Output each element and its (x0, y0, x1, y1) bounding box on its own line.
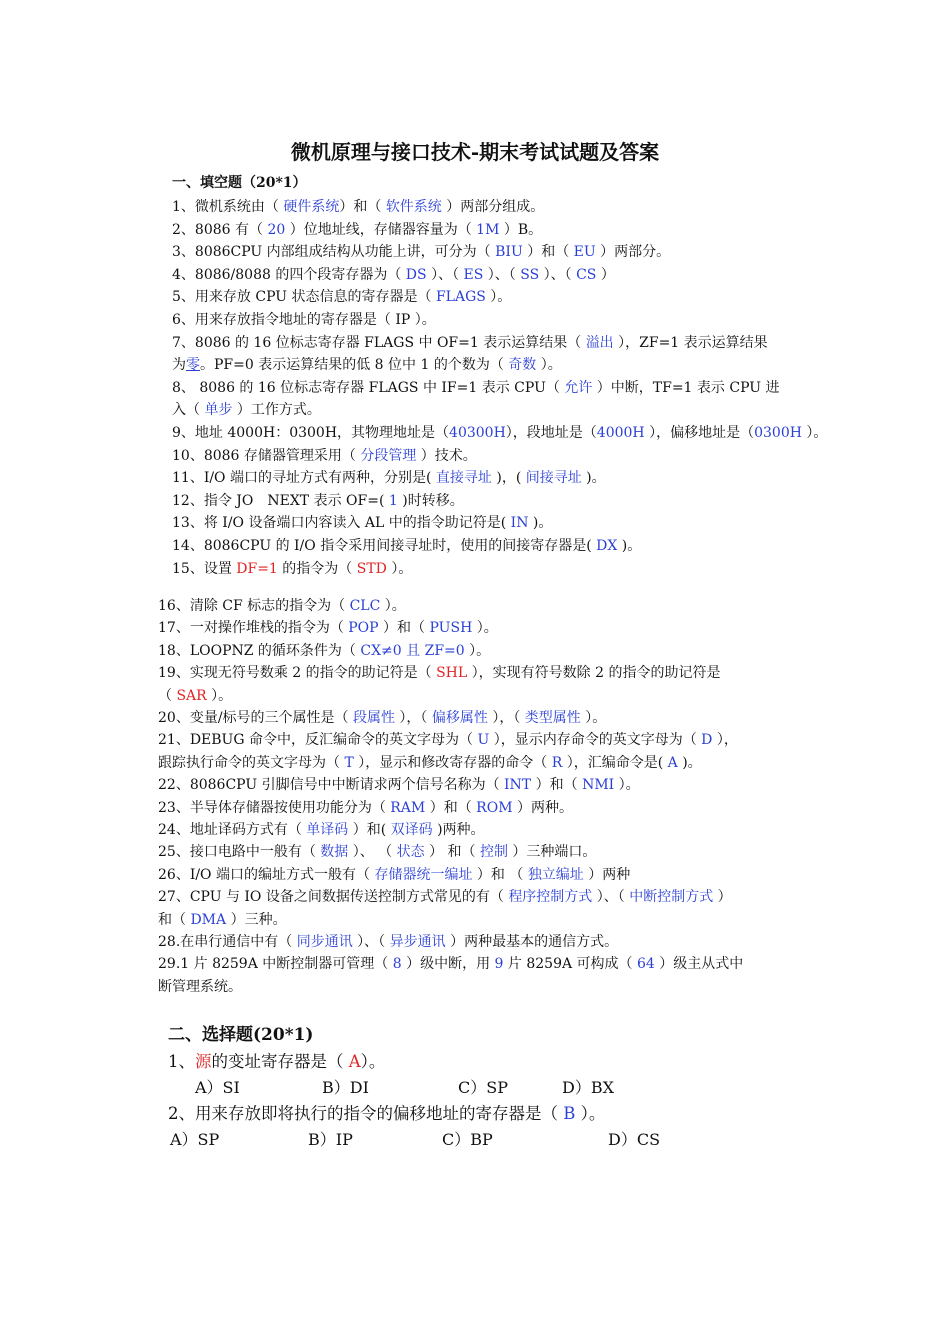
answer-text: SHL (436, 665, 468, 682)
question-line (172, 286, 782, 309)
choice-option: C）SP (458, 1078, 508, 1097)
answer-text: 20 (267, 221, 286, 238)
question-line (172, 264, 782, 287)
question-text: 5、用来存放 CPU 状态信息的寄存器是（ (172, 289, 436, 306)
question-text: 和（ (158, 911, 191, 928)
question-text: ）三种端口。 (507, 844, 597, 861)
question-text: ）级中断，用 (401, 956, 495, 973)
answer-text: ROM (476, 799, 513, 816)
answer-text: SS (520, 266, 540, 283)
answer-text: R (551, 754, 563, 771)
question-text: )时转移。 (397, 492, 464, 509)
answer-text: D (701, 732, 713, 749)
answer-text: 状态 (396, 844, 425, 861)
answer-text: 40300H (449, 425, 506, 441)
answer-text: 1 (388, 492, 398, 509)
question-line (172, 377, 782, 400)
answer-text: 独立编址 (527, 866, 584, 883)
answer-text: 偏移属性 (431, 710, 488, 726)
answer-text: 双译码 (390, 822, 433, 838)
question-text: ）。 (575, 1104, 606, 1123)
question-text: ）两种 (583, 866, 631, 883)
question-text: ）和（ (339, 199, 386, 215)
question-line (158, 931, 778, 954)
question-text: ）位地址线，存储器容量为（ (285, 221, 477, 238)
question-text: 22、8086CPU 引脚信号中中断请求两个信号名称为（ (158, 777, 505, 794)
question-text: ），显示和修改寄存器的命令（ (353, 754, 552, 771)
answer-text: 间接寻址 (525, 470, 582, 487)
question-line (158, 707, 778, 730)
question-line (158, 953, 778, 976)
question-text: ）。 (386, 560, 413, 577)
question-text: 13、将 I/O 设备端口内容读入 AL 中的指令助记符是( (172, 515, 511, 532)
question-text: 。PF=0 表示运算结果的低 8 位中 1 的个数为（ (200, 357, 509, 374)
answer-text: 源 (195, 1052, 212, 1071)
answer-text: 段属性 (352, 710, 395, 726)
question-text: ）技术。 (416, 447, 477, 464)
question-text: )。 (677, 754, 702, 771)
answer-text: CLC (349, 598, 381, 614)
question-text: ）两种最基本的通信方式。 (445, 934, 619, 950)
question-text: 2、用来存放即将执行的指令的偏移地址的寄存器是（ (168, 1104, 564, 1123)
question-text: 片 8259A 可构成（ (503, 956, 638, 973)
question-line (158, 841, 778, 864)
answer-text: 9 (494, 956, 504, 973)
question-text: ），段地址是（ (505, 425, 597, 441)
question-text: ）。 (464, 642, 491, 659)
answer-text: 零 (186, 357, 200, 374)
question-line (172, 512, 782, 535)
section-heading-multiple-choice: 二、选择题(20*1) (168, 1025, 314, 1045)
answer-text: 存储器统一编址 (374, 866, 473, 883)
answer-text: IN (510, 515, 529, 532)
question-text: ）。 (485, 289, 512, 306)
question-text: ），显示内存命令的英文字母为（ (489, 732, 702, 749)
answer-text: 控制 (479, 844, 508, 861)
question-text: 4、8086/8088 的四个段寄存器为（ (172, 266, 406, 283)
question-text: ） 和（ (424, 844, 480, 861)
question-line (172, 196, 782, 219)
question-text: ）。 (614, 777, 640, 794)
question-text: 3、8086CPU 内部组成结构从功能上讲，可分为（ (172, 244, 496, 261)
question-text: 的变址寄存器是（ (211, 1052, 349, 1071)
question-text: ） (713, 889, 732, 906)
choice-option: A）SP (170, 1130, 220, 1149)
question-text: ）、（ (426, 266, 464, 283)
question-line (158, 617, 778, 640)
answer-text: ES (463, 266, 484, 283)
question-line (158, 864, 778, 887)
answer-text: DS (405, 266, 427, 283)
question-text: 15、设置 (172, 560, 237, 577)
question-line (158, 752, 778, 775)
question-text: ）、（ (592, 889, 630, 906)
question-text: ）。 (580, 710, 607, 726)
answer-text: 同步通讯 (296, 934, 353, 950)
question-line (172, 422, 828, 445)
answer-text: DMA (190, 911, 227, 928)
question-text: 17、一对操作堆栈的指令为（ (158, 620, 349, 637)
question-text: )，( (491, 470, 526, 487)
question-line (172, 445, 782, 468)
question-line (172, 309, 782, 332)
question-text: 入（ (172, 402, 205, 419)
answer-text: 软件系统 (385, 199, 442, 215)
answer-text: DX (596, 538, 618, 554)
answer-text: 数据 (320, 844, 349, 861)
answer-text: U (477, 732, 490, 749)
answer-text: 异步通讯 (389, 934, 446, 950)
question-text: 为 (172, 357, 186, 374)
question-text: ）和( (348, 822, 391, 838)
question-text: 28.在串行通信中有（ (158, 934, 297, 950)
answer-text: 奇数 (508, 357, 537, 374)
question-text: ），ZF=1 表示运算结果 (613, 334, 768, 351)
question-text: ）B。 (499, 221, 543, 238)
question-text: 16、清除 CF 标志的指令为（ (158, 598, 350, 614)
question-text: 断管理系统。 (158, 978, 242, 995)
answer-text: SAR (176, 687, 207, 704)
answer-text: 类型属性 (524, 710, 581, 726)
answer-text: 程序控制方式 (508, 889, 593, 906)
question-text: ）和（ (378, 620, 430, 637)
question-text: 8、 8086 的 16 位标志寄存器 FLAGS 中 IF=1 表示 CPU（ (172, 379, 565, 396)
choice-option: D）CS (608, 1130, 661, 1149)
question-text: ）。 (360, 1052, 386, 1071)
question-text: ）工作方式。 (232, 402, 321, 419)
question-text: 7、8086 的 16 位标志寄存器 FLAGS 中 OF=1 表示运算结果（ (172, 334, 586, 351)
answer-text: 溢出 (585, 334, 614, 351)
question-text: ），实现有符号数除 2 的指令的助记符是 (467, 665, 721, 682)
choice-option: B）DI (322, 1078, 369, 1097)
answer-text: 分段管理 (360, 447, 417, 464)
question-line (172, 241, 782, 264)
answer-text: POP (348, 620, 379, 637)
choice-option: B）IP (308, 1130, 353, 1149)
answer-text: STD (356, 560, 387, 577)
question-text: ）三种。 (226, 911, 287, 928)
question-text: ），汇编命令是( (562, 754, 668, 771)
answer-text: 允许 (564, 379, 593, 396)
answer-text: NMI (582, 777, 615, 794)
question-line (172, 219, 782, 242)
choice-question (168, 1101, 788, 1127)
answer-text: BIU (495, 244, 523, 261)
choice-question (168, 1049, 788, 1075)
answer-text: 0300H (754, 425, 802, 441)
question-text: ）、（ (483, 266, 521, 283)
section-heading-fill-blank: 一、填空题（20*1） (172, 175, 307, 191)
question-text: 19、实现无符号数乘 2 的指令的助记符是（ (158, 665, 437, 682)
question-text: ）两种。 (512, 799, 573, 816)
answer-text: 1M (476, 221, 500, 238)
question-text: ） (596, 266, 615, 283)
answer-text: CS (576, 266, 597, 283)
question-text: 18、LOOPNZ 的循环条件为（ (158, 642, 361, 659)
question-text: ）。 (536, 357, 562, 374)
question-text: 20、变量/标号的三个属性是（ (158, 710, 353, 726)
question-text: ）级主从式中 (654, 956, 744, 973)
question-line (158, 685, 778, 708)
question-line (172, 490, 782, 513)
question-line (158, 976, 778, 999)
question-text: )。 (581, 470, 606, 487)
page-title: 微机原理与接口技术-期末考试试题及答案 (290, 140, 660, 164)
question-text: )。 (617, 538, 642, 554)
answer-text: 64 (637, 956, 655, 973)
answer-text: T (344, 754, 354, 771)
answer-text: 直接寻址 (435, 470, 492, 487)
question-text: 1、微机系统由（ (172, 199, 284, 215)
choice-option: C）BP (442, 1130, 493, 1149)
question-text: ）。 (380, 598, 406, 614)
question-text: 2、8086 有（ (172, 221, 268, 238)
question-line (158, 774, 778, 797)
question-line (172, 332, 782, 355)
question-text: ）和（ (531, 777, 583, 794)
question-text: ）， (712, 732, 738, 749)
question-text: ）。 (801, 425, 828, 441)
question-text: 1、 (168, 1052, 195, 1071)
question-text: 12、指令 JO NEXT 表示 OF=( (172, 492, 389, 509)
question-text: ）和 （ (472, 866, 528, 883)
choice-option: D）BX (562, 1078, 614, 1097)
question-line (172, 558, 782, 581)
question-text: 跟踪执行命令的英文字母为（ (158, 754, 345, 771)
choice-option: A）SI (195, 1078, 240, 1097)
question-text: 26、I/O 端口的编址方式一般有（ (158, 866, 375, 883)
question-line (158, 729, 778, 752)
question-text: ）。 (472, 620, 498, 637)
question-line (172, 535, 782, 558)
question-text: 14、8086CPU 的 I/O 指令采用间接寻址时，使用的间接寄存器是( (172, 538, 597, 554)
answer-text: 单译码 (306, 822, 349, 838)
answer-text: PUSH (429, 620, 473, 637)
question-text: 25、接口电路中一般有（ (158, 844, 321, 861)
answer-text: DF=1 (236, 560, 278, 577)
question-line (158, 909, 778, 932)
answer-text: 8 (392, 956, 402, 973)
answer-text: 硬件系统 (283, 199, 340, 215)
question-line (158, 819, 778, 842)
answer-text: 4000H (596, 425, 645, 441)
answer-text: 中断控制方式 (629, 889, 714, 906)
answer-text: INT (504, 777, 532, 794)
answer-text: RAM (390, 799, 426, 816)
question-text: 27、CPU 与 IO 设备之间数据传送控制方式常见的有（ (158, 889, 509, 906)
question-text: ），（ (487, 710, 525, 726)
question-text: 6、用来存放指令地址的寄存器是（ IP ）。 (172, 312, 436, 328)
question-text: 23、半导体存储器按使用功能分为（ (158, 799, 391, 816)
question-text: 的指令为（ (277, 560, 357, 577)
question-text: ）两部分。 (595, 244, 671, 261)
answer-text: A (348, 1052, 361, 1071)
question-line (158, 640, 778, 663)
question-text: ）和（ (522, 244, 574, 261)
question-line (158, 595, 778, 618)
question-text: 21、DEBUG 命令中，反汇编命令的英文字母为（ (158, 732, 478, 749)
question-line (158, 886, 778, 909)
question-text: ）中断，TF=1 表示 CPU 进 (592, 379, 780, 396)
question-text: ）两部分组成。 (441, 199, 545, 215)
question-text: ）、（ (539, 266, 577, 283)
question-text: )两种。 (432, 822, 485, 838)
question-line (172, 467, 782, 490)
question-text: ），偏移地址是（ (644, 425, 755, 441)
answer-text: 单步 (204, 402, 233, 419)
question-text: ）、 （ (348, 844, 397, 861)
question-text: 29.1 片 8259A 中断控制器可管理（ (158, 956, 393, 973)
question-text: 10、8086 存储器管理采用（ (172, 447, 361, 464)
answer-text: B (563, 1104, 576, 1123)
answer-text: CX≠0 且 ZF=0 (360, 642, 465, 659)
question-line (158, 662, 778, 685)
answer-text: FLAGS (435, 289, 486, 306)
question-text: 9、地址 4000H：0300H，其物理地址是（ (172, 425, 450, 441)
answer-text: A (667, 754, 678, 771)
question-text: )。 (528, 515, 553, 532)
question-line (172, 399, 782, 422)
answer-text: EU (573, 244, 596, 261)
question-line (158, 797, 778, 820)
question-text: ）、（ (352, 934, 390, 950)
question-text: ）。 (206, 687, 233, 704)
question-text: ）和（ (425, 799, 477, 816)
question-text: ），（ (394, 710, 432, 726)
question-text: 11、I/O 端口的寻址方式有两种，分别是( (172, 470, 436, 487)
question-text: 24、地址译码方式有（ (158, 822, 307, 838)
question-line (172, 354, 782, 377)
question-text: （ (158, 687, 177, 704)
